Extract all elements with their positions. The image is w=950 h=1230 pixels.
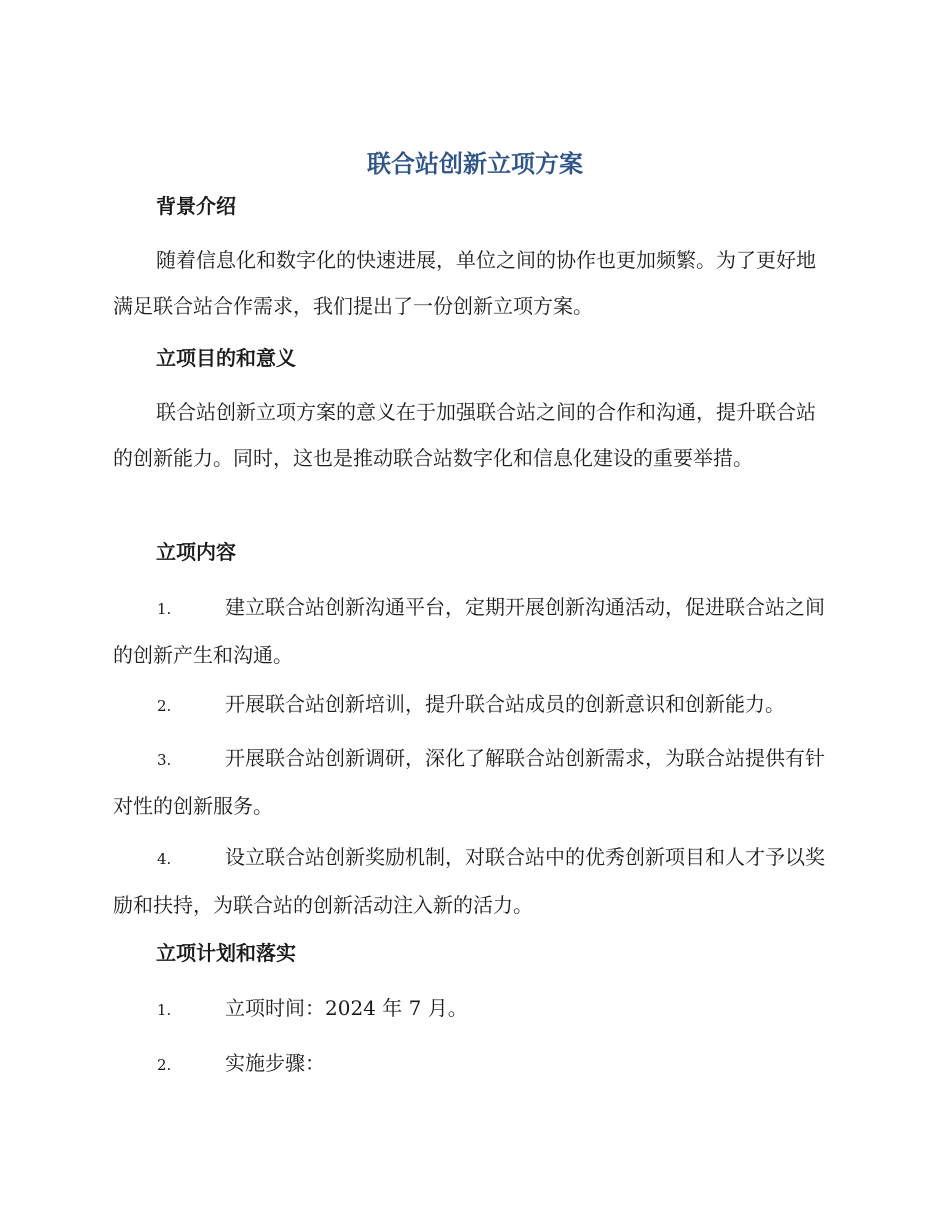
section-heading-plan: 立项计划和落实 (156, 941, 296, 965)
list-item (113, 834, 833, 928)
list-item (113, 985, 833, 1033)
list-item-number: 2. (157, 697, 172, 715)
list-item-text: 实施步骤： (225, 1051, 325, 1075)
list-item-text: 开展联合站创新培训，提升联合站成员的创新意识和创新能力。 (225, 692, 785, 716)
section-paragraph-purpose: 联合站创新立项方案的意义在于加强联合站之间的合作和沟通，提升联合站的创新能力。同时，这也是推动联合站数字化和信息化建设的重要举措。 (113, 400, 816, 470)
list-item-number: 1. (157, 1001, 172, 1019)
list-item (113, 735, 833, 829)
section-heading-purpose: 立项目的和意义 (156, 346, 296, 370)
list-item-number: 2. (157, 1056, 172, 1074)
list-item (113, 1040, 833, 1088)
list-item-number: 1. (157, 600, 172, 618)
list-item-text: 开展联合站创新调研，深化了解联合站创新需求，为联合站提供有针对性的创新服务。 (113, 746, 825, 818)
list-item-number: 3. (157, 751, 172, 769)
list-item-text: 建立联合站创新沟通平台，定期开展创新沟通活动，促进联合站之间的创新产生和沟通。 (113, 595, 825, 667)
list-item-text: 设立联合站创新奖励机制，对联合站中的优秀创新项目和人才予以奖励和扶持，为联合站的创新活动注入新的活力。 (113, 845, 825, 917)
list-item-number: 4. (157, 850, 172, 868)
section-paragraph-background: 随着信息化和数字化的快速进展，单位之间的协作也更加频繁。为了更好地满足联合站合作需求，我们提出了一份创新立项方案。 (113, 248, 816, 318)
section-heading-background: 背景介绍 (156, 194, 236, 218)
list-item (113, 584, 833, 678)
list-item-text: 立项时间：2024 年 7 月。 (225, 996, 468, 1020)
list-item (113, 681, 833, 729)
document-title: 联合站创新立项方案 (367, 150, 583, 178)
section-heading-content: 立项内容 (156, 540, 236, 564)
